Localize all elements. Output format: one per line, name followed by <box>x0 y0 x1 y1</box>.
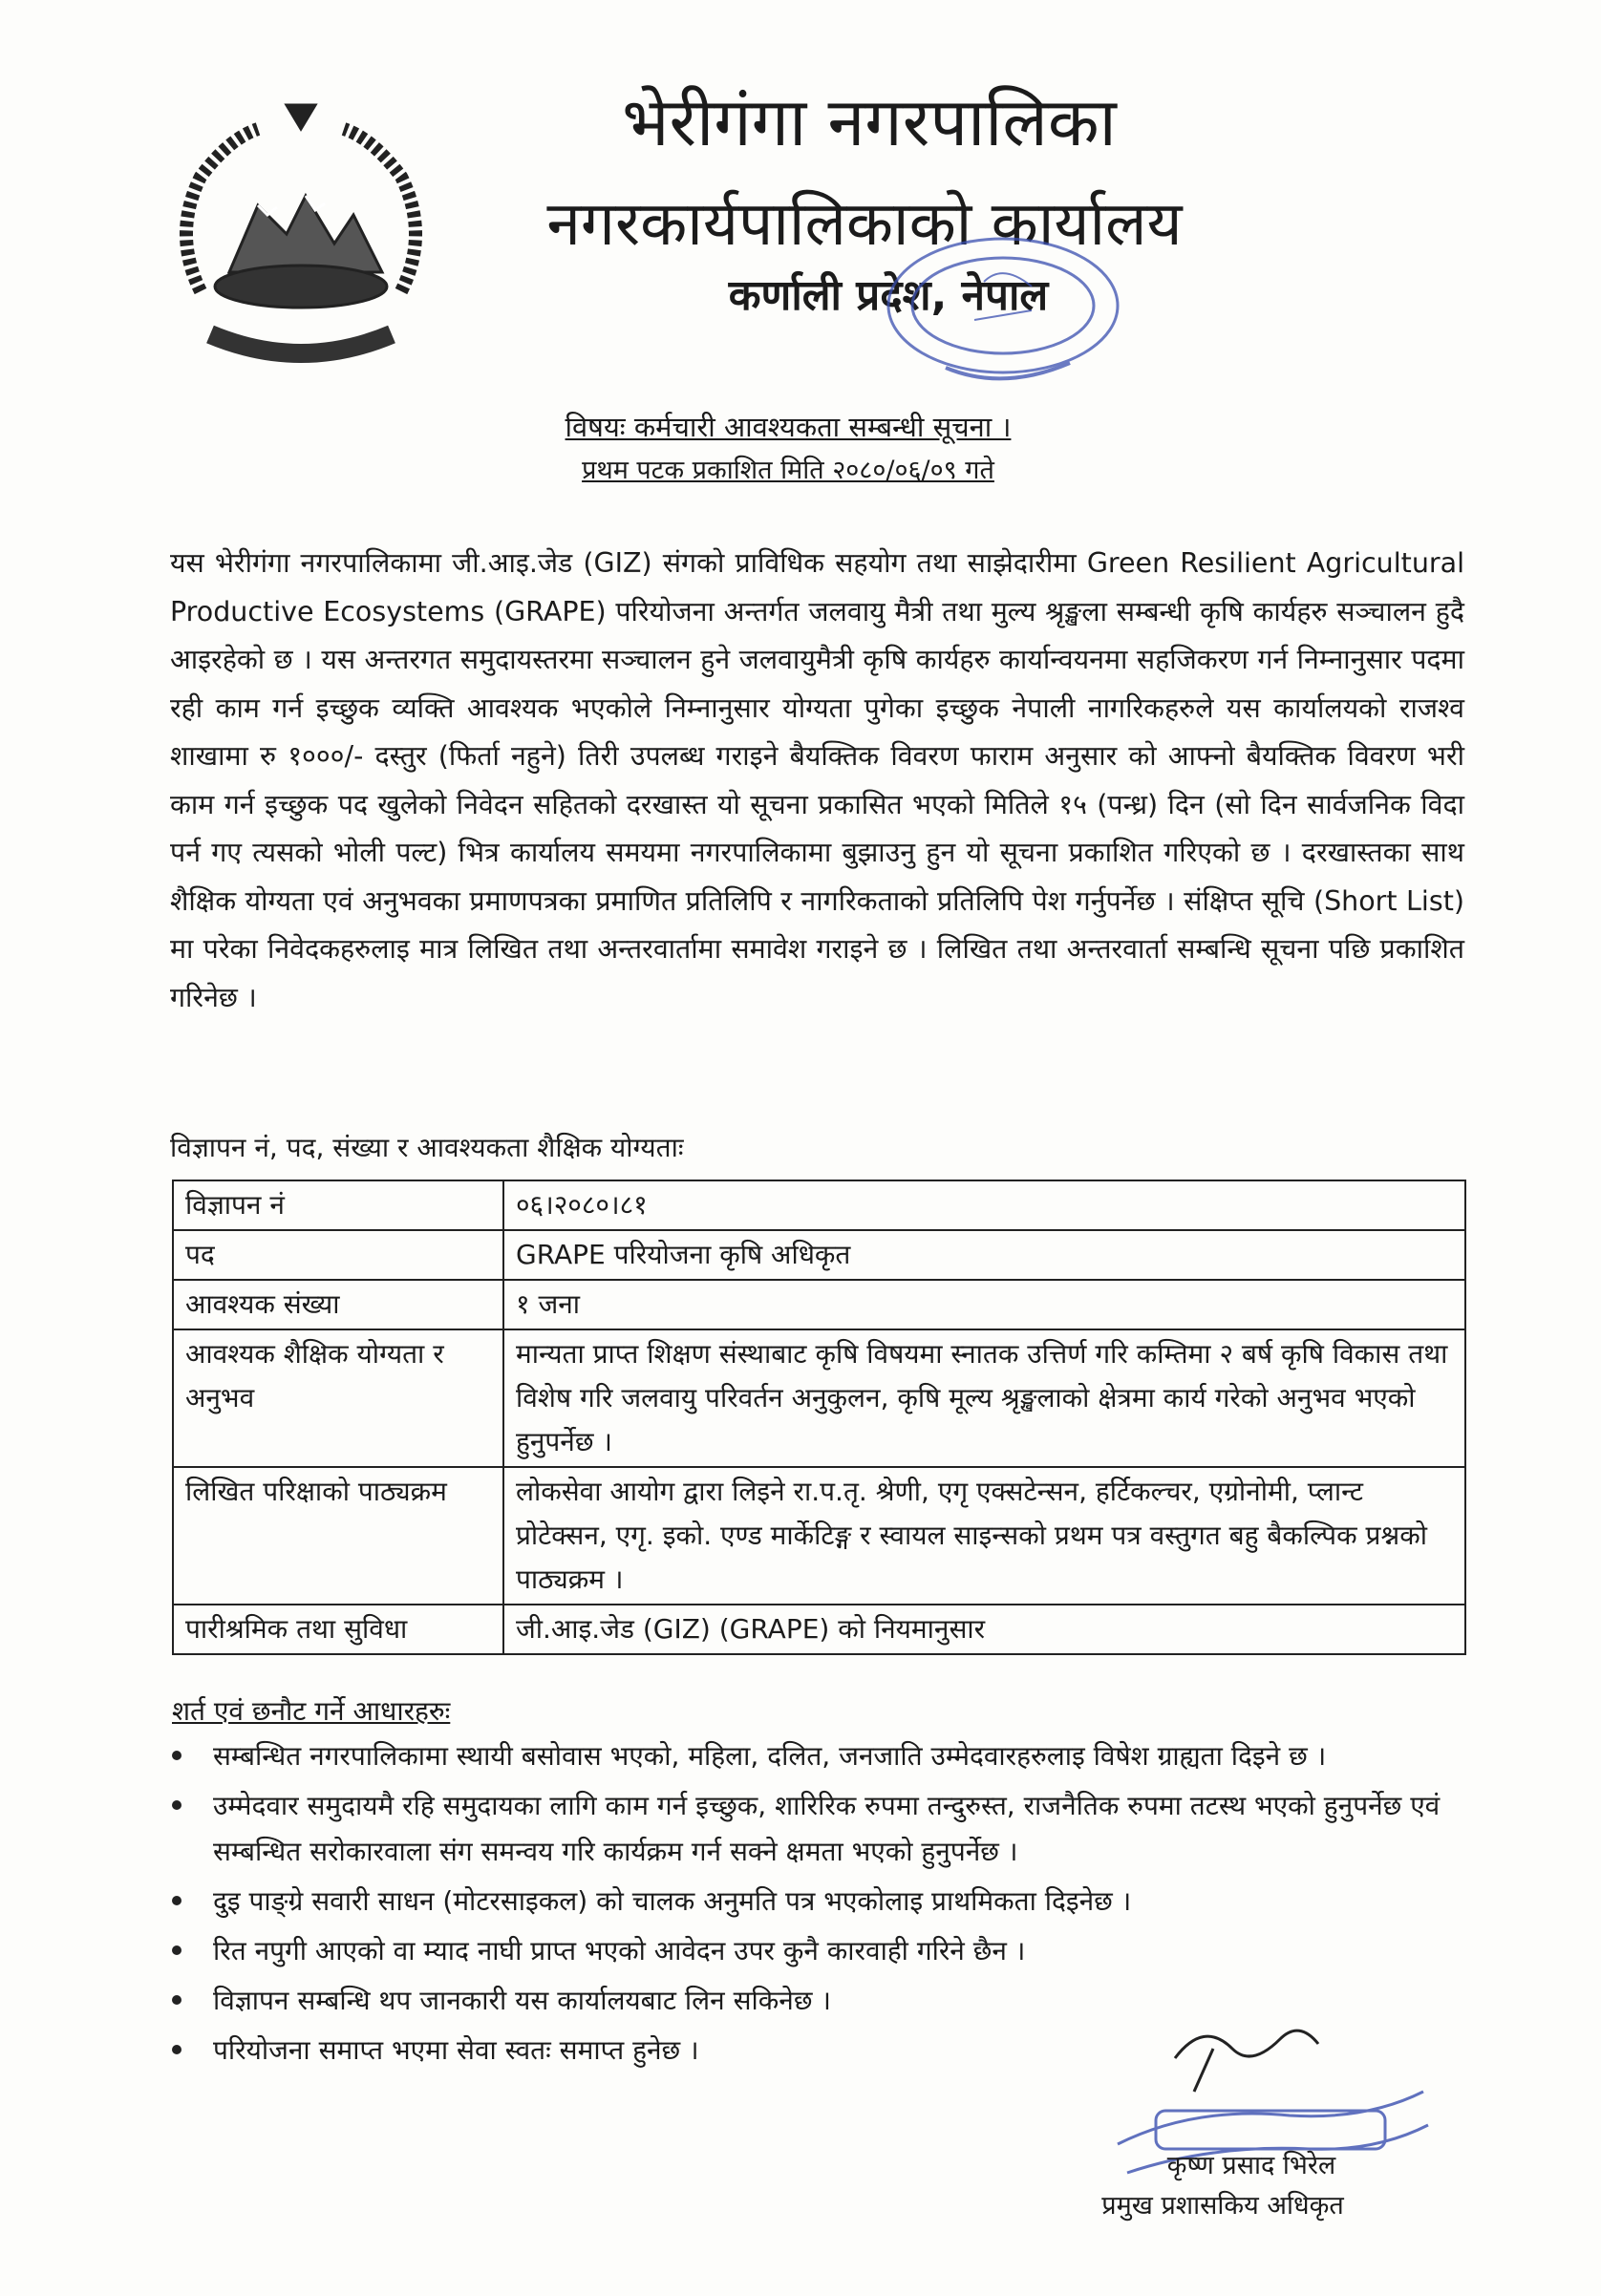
bullet-icon <box>172 1995 181 2005</box>
condition-text: दुइ पाङ्ग्रे सवारी साधन (मोटरसाइकल) को चालक अनुमति पत्र भएकोलाइ प्राथमिकता दिइनेछ । <box>213 1885 1132 1917</box>
signatory-role: प्रमुख प्रशासकिय अधिकृत <box>1101 2191 1344 2221</box>
list-item <box>170 1783 1469 1875</box>
row-value: लोकसेवा आयोग द्वारा लिइने रा.प.तृ. श्रेणी, एगृ एक्सटेन्सन, हर्टिकल्चर, एग्रोनोमी, प्लान्ट प्रोटेक्सन, एगृ. इको. एण्ड मार्केटिङ्ग र स्वायल साइन्सको प्रथम पत्र वस्तुगत बहु बैकल्पिक प्रश्नको पाठ्यक्रम । <box>503 1467 1465 1605</box>
row-label: पारीश्रमिक तथा सुविधा <box>173 1605 503 1654</box>
signatory-name: कृष्ण प्रसाद भिरेल <box>1166 2151 1336 2180</box>
row-value: मान्यता प्राप्त शिक्षण संस्थाबाट कृषि विषयमा स्नातक उत्तिर्ण गरि कम्तिमा २ बर्ष कृषि विकास तथा विशेष गरि जलवायु परिवर्तन अनुकुलन, कृषि मूल्य श्रृङ्खलाको क्षेत्रमा कार्य गरेको अनुभव भएको हुनुपर्नेछ । <box>503 1329 1465 1467</box>
bullet-icon <box>172 1751 181 1760</box>
row-value: GRAPE परियोजना कृषि अधिकृत <box>503 1230 1465 1280</box>
office-stamp-icon <box>841 224 1165 415</box>
row-label: लिखित परिक्षाको पाठ्यक्रम <box>173 1467 503 1605</box>
table-row <box>173 1230 1465 1280</box>
conditions-title: शर्त एवं छनौट गर्ने आधारहरुः <box>172 1695 451 1727</box>
list-item <box>170 1879 1469 1924</box>
org-title: भेरीगंगा नगरपालिका <box>622 83 1117 161</box>
bullet-icon <box>172 1896 181 1905</box>
row-label: विज्ञापन नं <box>173 1180 503 1230</box>
table-row <box>173 1180 1465 1230</box>
bullet-icon <box>172 1945 181 1955</box>
bullet-icon <box>172 1800 181 1810</box>
row-label: आवश्यक संख्या <box>173 1280 503 1329</box>
table-row <box>173 1605 1465 1654</box>
condition-text: सम्बन्धित नगरपालिकामा स्थायी बसोवास भएको, महिला, दलित, जनजाति उम्मेदवारहरुलाइ विषेश ग्राह्यता दिइने छ । <box>213 1740 1327 1772</box>
table-caption: विज्ञापन नं, पद, संख्या र आवश्यकता शैक्षिक योग्यताः <box>170 1132 684 1163</box>
table-row <box>173 1329 1465 1467</box>
list-item <box>170 1733 1469 1779</box>
bullet-icon <box>172 2045 181 2054</box>
row-value: जी.आइ.जेड (GIZ) (GRAPE) को नियमानुसार <box>503 1605 1465 1654</box>
row-label: पद <box>173 1230 503 1280</box>
row-value: १ जना <box>503 1280 1465 1329</box>
table-row <box>173 1467 1465 1605</box>
row-label: आवश्यक शैक्षिक योग्यता र अनुभव <box>173 1329 503 1467</box>
vacancy-table <box>172 1180 1466 1655</box>
table-row <box>173 1280 1465 1329</box>
list-item <box>170 1928 1469 1974</box>
condition-text: विज्ञापन सम्बन्धि थप जानकारी यस कार्यालयबाट लिन सकिनेछ । <box>213 1985 831 2016</box>
notice-body: यस भेरीगंगा नगरपालिकामा जी.आइ.जेड (GIZ) संगको प्राविधिक सहयोग तथा साझेदारीमा Green Resilient Agricultural Productive Ecosystems (GRAPE) परियोजना अन्तर्गत जलवायु मैत्री तथा मुल्य श्रृङ्खला सम्बन्धी कृषि कार्यहरु सञ्चालन हुदै आइरहेको छ । यस अन्तरगत समुदायस्तरमा सञ्चालन हुने जलवायुमैत्री कृषि कार्यहरु कार्यान्वयनमा सहजिकरण गर्न निम्नानुसार पदमा रही काम गर्न इच्छुक व्यक्ति आवश्यक भएकोले निम्नानुसार योग्यता पुगेका इच्छुक नेपाली नागरिकहरुले यस कार्यालयको राजश्व शाखामा रु १०००/- दस्तुर (फिर्ता नहुने) तिरी उपलब्ध गराइने बैयक्तिक विवरण फाराम अनुसार को आफ्नो बैयक्तिक विवरण भरी काम गर्न इच्छुक पद खुलेको निवेदन सहितको दरखास्त यो सूचना प्रकासित भएको मितिले १५ (पन्ध्र) दिन (सो दिन सार्वजनिक विदा पर्न गए त्यसको भोली पल्ट) भित्र कार्यालय समयमा नगरपालिकामा बुझाउनु हुन यो सूचना प्रकाशित गरिएको छ । दरखास्तका साथ शैक्षिक योग्यता एवं अनुभवका प्रमाणपत्रका प्रमाणित प्रतिलिपि र नागरिकताको प्रतिलिपि पेश गर्नुपर्नेछ । संक्षिप्त सूचि (Short List) मा परेका निवेदकहरुलाइ मात्र लिखित तथा अन्तरवार्तामा समावेश गराइने छ । लिखित तथा अन्तरवार्ता सम्बन्धि सूचना पछि प्रकाशित गरिनेछ । <box>170 547 1464 1013</box>
condition-text: परियोजना समाप्त भएमा सेवा स्वतः समाप्त हुनेछ । <box>213 2034 699 2066</box>
province-line: कर्णाली प्रदेश, नेपाल <box>728 271 1049 320</box>
condition-text: रित नपुगी आएको वा म्याद नाघी प्राप्त भएको आवेदन उपर कुनै कारवाही गरिने छैन । <box>213 1935 1026 1966</box>
nepal-government-emblem-icon <box>143 100 459 372</box>
notice-subject: विषयः कर्मचारी आवश्यकता सम्बन्धी सूचना । <box>565 411 1012 443</box>
publication-date: प्रथम पटक प्रकाशित मिति २०८०/०६/०९ गते <box>582 456 994 485</box>
row-value: ०६।२०८०।८१ <box>503 1180 1465 1230</box>
office-title: नगरकार्यपालिकाको कार्यालय <box>546 189 1183 260</box>
condition-text: उम्मेदवार समुदायमै रहि समुदायका लागि काम गर्न इच्छुक, शारिरिक रुपमा तन्दुरुस्त, राजनैतिक रुपमा तटस्थ भएको हुनुपर्नेछ एवं सम्बन्धित सरोकारवाला संग समन्वय गरि कार्यक्रम गर्न सक्ने क्षमता भएको हुनुपर्नेछ । <box>213 1790 1441 1867</box>
